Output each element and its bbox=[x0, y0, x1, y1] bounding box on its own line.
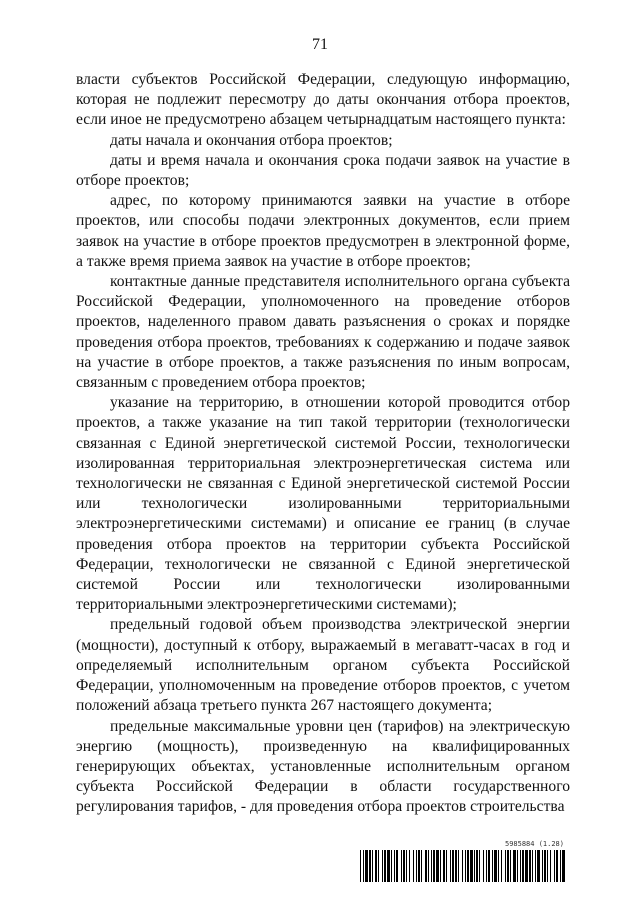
barcode-label: 5985884 (1.28) bbox=[504, 840, 564, 848]
paragraph-2: даты начала и окончания отбора проектов; bbox=[110, 131, 393, 149]
paragraph-3: даты и время начала и окончания срока подачи заявок на участие в отборе проектов; bbox=[76, 151, 570, 190]
paragraph-5: контактные данные представителя исполнительного органа субъекта Российской Федерации, уполномоченного на проведение отборов проектов, наделенного правом давать разъяснения о сроках и порядке проведения отбора проектов, требованиях к содержанию и подаче заявок на участие в отборе проектов, а также разъяснения по иным вопросам, связанным с проведением отбора проектов; bbox=[76, 273, 570, 392]
page-number: 71 bbox=[312, 36, 328, 53]
body-text bbox=[76, 70, 570, 818]
paragraph-1: власти субъектов Российской Федерации, следующую информацию, которая не подлежит пересмотру до даты окончания отбора проектов, если иное не предусмотрено абзацем четырнадцатым настоящего пункта: bbox=[76, 71, 570, 129]
document-barcode bbox=[360, 840, 566, 884]
paragraph-6: указание на территорию, в отношении которой проводится отбор проектов, а также указание на тип такой территории (технологически связанная с Единой энергетической системой России, технологически изолированная территориальная электроэнергетическая система или технологически не связанная с Единой энергетической системой России или технологически изолированными территориальными электроэнергетическими системами) и описание ее границ (в случае проведения отбора проектов на территории субъекта Российской Федерации, технологически не связанной с Единой энергетической системой России или технологически изолированными территориальными электроэнергетическими системами); bbox=[76, 394, 570, 614]
paragraph-8: предельные максимальные уровни цен (тарифов) на электрическую энергию (мощность), произведенную на квалифицированных генерирующих объектах, установленные исполнительным органом субъекта Российской Федерации в области государственного регулирования тарифов, - для проведения отбора проектов строительства bbox=[76, 717, 570, 816]
paragraph-4: адрес, по которому принимаются заявки на участие в отборе проектов, или способы подачи электронных документов, если прием заявок на участие в отборе проектов предусмотрен в электронной форме, а также время приема заявок на участие в отборе проектов; bbox=[76, 192, 570, 270]
paragraph-7: предельный годовой объем производства электрической энергии (мощности), доступный к отбору, выражаемый в мегаватт-часах в год и определяемый исполнительным органом субъекта Российской Федерации, уполномоченным на проведение отборов проектов, с учетом положений абзаца третьего пункта 267 настоящего документа; bbox=[76, 616, 570, 715]
barcode-icon bbox=[360, 850, 566, 882]
